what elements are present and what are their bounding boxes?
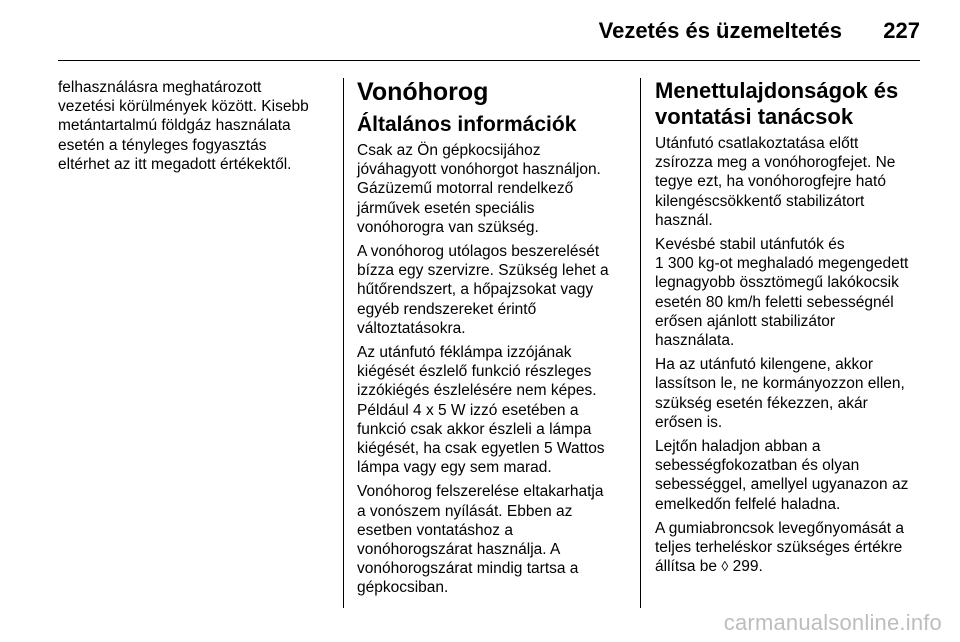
column-divider [343, 78, 344, 608]
paragraph [655, 437, 925, 514]
watermark: carmanualsonline.info [723, 610, 942, 635]
page-reference-link[interactable]: 299. [732, 558, 763, 576]
column-divider [640, 78, 641, 608]
text-line: kiégését, ha csak egyetlen 5 Wattos [357, 440, 605, 458]
text-line: gépkocsiban. [357, 579, 449, 597]
text-line: Kevésbé stabil utánfutók és [655, 236, 845, 254]
text-line: esetén a tényleges fogyasztás [58, 136, 267, 154]
page-number: 227 [883, 18, 920, 43]
text-line: Az utánfutó féklámpa izzójának [357, 344, 572, 362]
page-header [58, 14, 920, 52]
text-line: a vonószem nyílását. Ebben az [357, 502, 573, 520]
header-divider [58, 60, 920, 61]
text-line: eltérhet az itt megadott értékektől. [58, 155, 292, 173]
text-line: sebességgel, amellyel ugyanazon az [655, 476, 909, 494]
text-line: A vonóhorog utólagos beszerelését [357, 243, 600, 261]
section-subheading: Általános információk [357, 113, 577, 136]
paragraph [655, 519, 925, 577]
text-line: vezetési körülmények között. Kisebb [58, 98, 309, 116]
paragraph [655, 134, 925, 230]
section-heading: Vonóhorog [357, 78, 489, 106]
paragraph [655, 235, 925, 350]
text-line: Gázüzemű motorral rendelkező [357, 180, 574, 198]
text-line: kilengéscsökkentő stabilizátort [655, 192, 865, 210]
column-3 [655, 78, 925, 581]
text-line: metántartalmú földgáz használata [58, 117, 291, 135]
text-line: hűtőrendszert, a hőpajzsokat vagy [357, 281, 594, 299]
text-line: izzókiégés észlelésére nem képes. [357, 382, 597, 400]
text-line: járművek esetén speciális [357, 199, 535, 217]
text-line: Vonóhorog felszerelése eltakarhatja [357, 483, 604, 501]
text-line: Csak az Ön gépkocsijához [357, 142, 541, 159]
text-line: sebességfokozatban és olyan [655, 457, 860, 475]
text-line: Például 4 x 5 W izzó esetében a [357, 401, 579, 419]
text-line: emelkedőn felfelé haladna. [655, 495, 841, 513]
text-line: felhasználásra meghatározott [58, 79, 262, 96]
column-1 [58, 78, 330, 179]
paragraph [357, 141, 627, 237]
text-line: lámpa vagy egy sem marad. [357, 459, 552, 477]
section-heading [655, 78, 925, 130]
text-line: bízza egy szervizre. Szükség lehet a [357, 262, 609, 280]
col1-paragraph [58, 78, 330, 174]
text-line: erősen ajánlott stabilizátor [655, 312, 836, 330]
page-reference-arrow-icon: ◊ [721, 558, 729, 575]
heading-line: Menettulajdonságok és [655, 78, 899, 103]
text-line: jóváhagyott vonóhorgot használjon. [357, 161, 601, 179]
text-line: esetben vontatáshoz a [357, 521, 513, 539]
text-line: használata. [655, 332, 735, 350]
text-line: zsírozza meg a vonóhorogfejet. Ne [655, 154, 896, 172]
text-line: legnagyobb össztömegű lakókocsik [655, 274, 899, 292]
text-line: egyéb rendszereket érintő [357, 300, 537, 318]
text-line: vonóhorogszárat mindig tartsa a [357, 560, 579, 578]
text-line: változtatásokra. [357, 319, 466, 337]
text-line: Lejtőn haladjon abban a [655, 438, 821, 456]
text-line: 1 300 kg-ot meghaladó megengedett [655, 255, 909, 273]
text-line: lassítson le, ne kormányozzon ellen, [655, 375, 905, 393]
paragraph [655, 355, 925, 432]
text-line [655, 557, 925, 576]
text-line: vonóhorogszárat használja. A [357, 541, 561, 559]
text-line: funkció csak akkor észleli a lámpa [357, 420, 592, 438]
text-line: kiégését észlelő funkció részleges [357, 363, 592, 381]
text-line: A gumiabroncsok levegőnyomását a [655, 519, 905, 537]
text-line: Utánfutó csatlakoztatása előtt [655, 135, 859, 152]
text-line: erősen is. [655, 413, 723, 431]
text-line: szükség esetén fékezzen, akár [655, 394, 868, 412]
text-line: esetén 80 km/h feletti sebességnél [655, 293, 894, 311]
paragraph [357, 242, 627, 338]
text-line: használ. [655, 211, 713, 229]
column-2 [357, 78, 627, 603]
paragraph [357, 482, 627, 597]
text-line: teljes terheléskor szükséges értékre [655, 539, 903, 557]
text-line: Ha az utánfutó kilengene, akkor [655, 356, 873, 374]
text-line: tegye ezt, ha vonóhorogfejre ható [655, 173, 886, 191]
text-line: vonóhorogra van szükség. [357, 218, 539, 236]
chapter-title: Vezetés és üzemeltetés [598, 18, 842, 43]
heading-line: vontatási tanácsok [655, 104, 854, 129]
paragraph [357, 343, 627, 477]
text-fragment: állítsa be [655, 558, 718, 576]
